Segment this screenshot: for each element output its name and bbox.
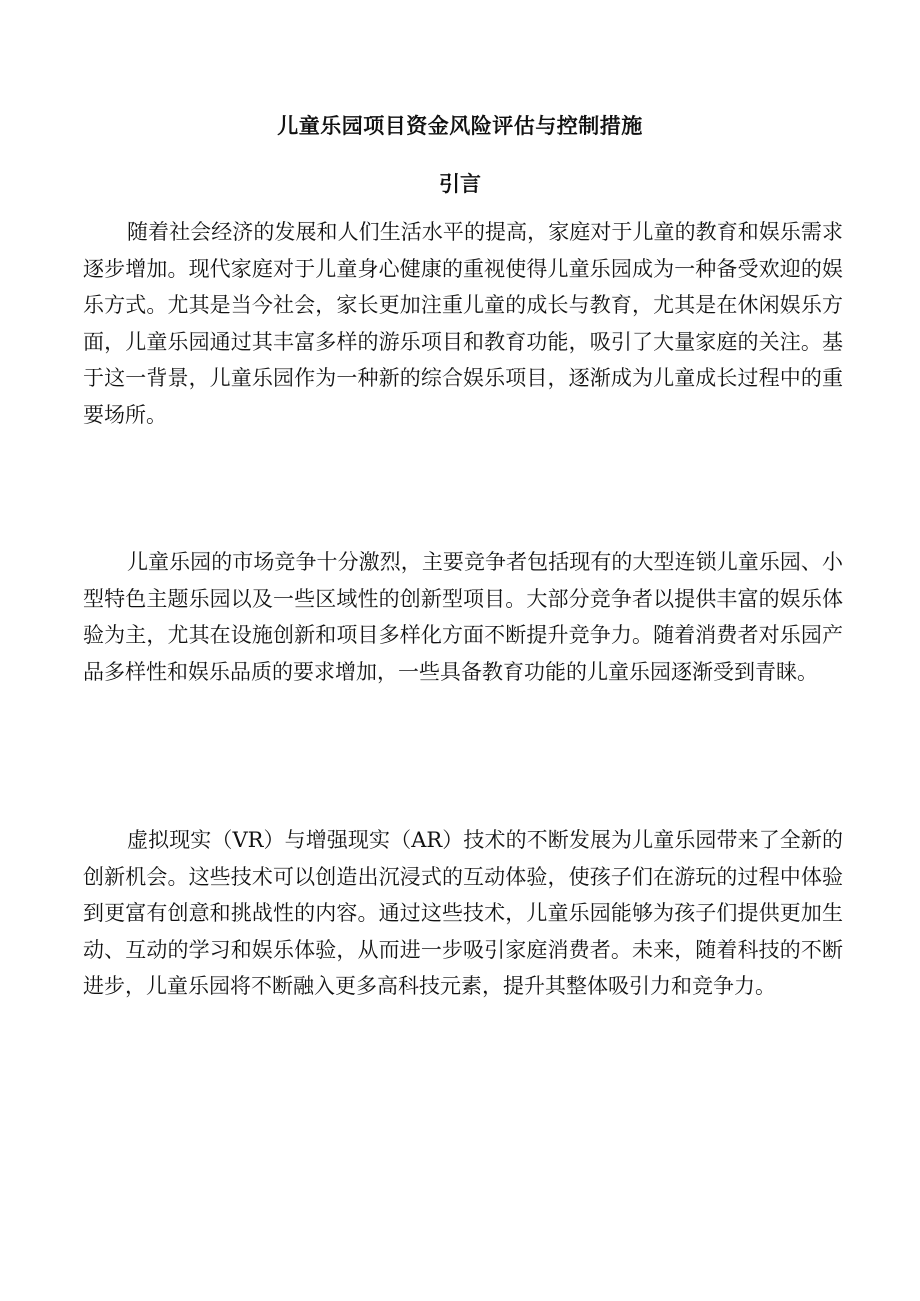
section-heading-introduction: 引言 bbox=[439, 171, 481, 196]
paragraph-1: 随着社会经济的发展和人们生活水平的提高，家庭对于儿童的教育和娱乐需求逐步增加。现代家庭对于儿童身心健康的重视使得儿童乐园成为一种备受欢迎的娱乐方式。尤其是当今社会，家长更加注重儿童的成长与教育，尤其是在休闲娱乐方面，儿童乐园通过其丰富多样的游乐项目和教育功能，吸引了大量家庭的关注。基于这一背景，儿童乐园作为一种新的综合娱乐项目，逐渐成为儿童成长过程中的重要场所。 bbox=[83, 220, 843, 427]
paragraph-2: 儿童乐园的市场竞争十分激烈，主要竞争者包括现有的大型连锁儿童乐园、小型特色主题乐园以及一些区域性的创新型项目。大部分竞争者以提供丰富的娱乐体验为主，尤其在设施创新和项目多样化方面不断提升竞争力。随着消费者对乐园产品多样性和娱乐品质的要求增加，一些具备教育功能的儿童乐园逐渐受到青睐。 bbox=[83, 550, 843, 684]
paragraph-3: 虚拟现实（VR）与增强现实（AR）技术的不断发展为儿童乐园带来了全新的创新机会。这些技术可以创造出沉浸式的互动体验，使孩子们在游玩的过程中体验到更富有创意和挑战性的内容。通过这些技术，儿童乐园能够为孩子们提供更加生动、互动的学习和娱乐体验，从而进一步吸引家庭消费者。未来，随着科技的不断进步，儿童乐园将不断融入更多高科技元素，提升其整体吸引力和竞争力。 bbox=[83, 828, 843, 998]
document-title: 儿童乐园项目资金风险评估与控制措施 bbox=[277, 113, 643, 138]
